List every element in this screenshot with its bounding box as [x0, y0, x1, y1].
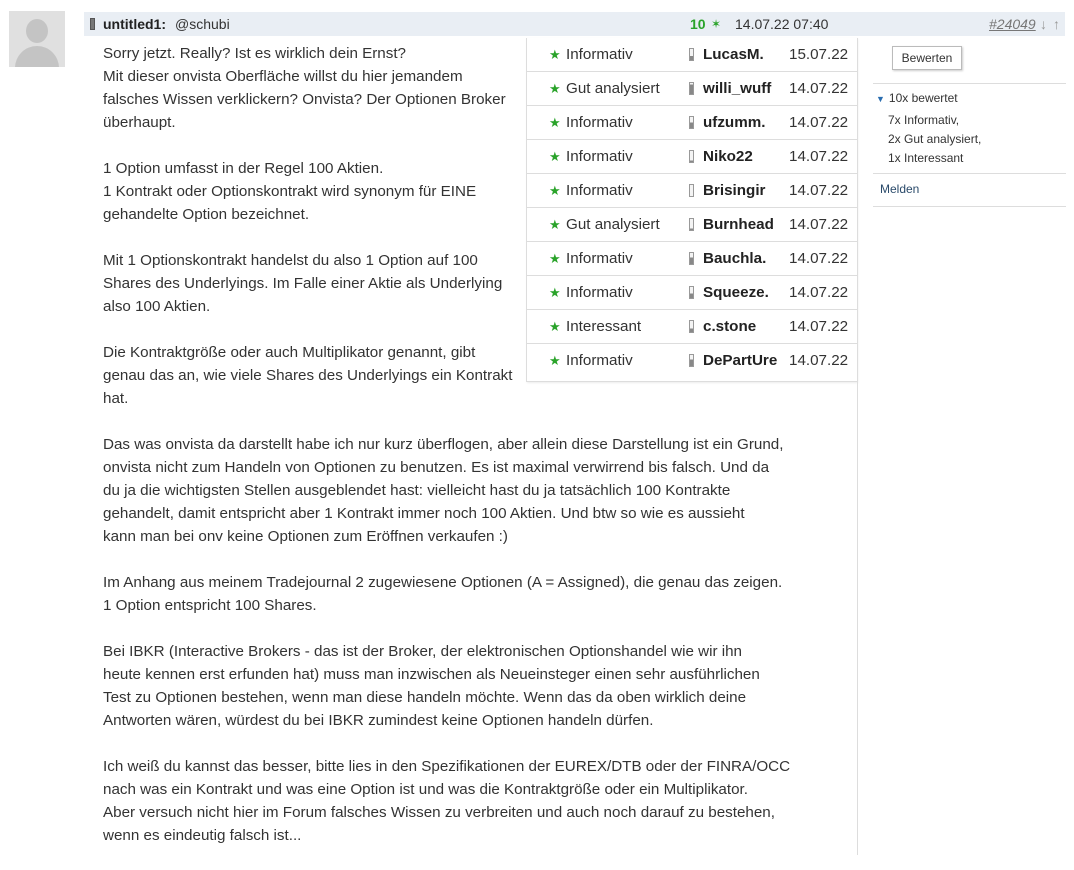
triangle-down-icon: ▼ — [876, 94, 885, 104]
post-score: 10 — [690, 16, 706, 32]
post-paragraph — [103, 249, 523, 318]
post-title: @schubi — [175, 16, 230, 32]
post-paragraph — [103, 571, 813, 617]
post-text-line: 1 Kontrakt oder Optionskontrakt wird synonym für EINE — [103, 183, 477, 200]
rating-details — [888, 111, 981, 168]
score-star-icon: ✶ — [711, 17, 722, 31]
post-username[interactable]: untitled1: — [103, 16, 166, 32]
avatar-body-icon — [15, 46, 59, 67]
rating-type: Gut analysiert — [566, 80, 660, 97]
rating-type: Gut analysiert — [566, 216, 660, 233]
rating-date: 14.07.22 — [789, 114, 849, 131]
green-star-icon: ★ — [549, 183, 561, 198]
post-text-line: Die Kontraktgröße oder auch Multiplikator genannt, gibt — [103, 344, 476, 361]
post-text-line: also 100 Aktien. — [103, 298, 211, 315]
post-text-line: Shares des Underlyings. Im Falle einer Aktie als Underlying — [103, 275, 503, 292]
rating-date: 14.07.22 — [789, 182, 849, 199]
rating-row — [527, 310, 857, 344]
post-text-line: gehandelt, damit entspricht aber 1 Kontrakt immer noch 100 Aktien. Und btw so wie es aussieht — [103, 505, 745, 522]
green-star-icon: ★ — [549, 217, 561, 232]
post-text-line: falsches Wissen verklickern? Onvista? Der Optionen Broker — [103, 91, 506, 108]
rating-row — [527, 140, 857, 174]
green-star-icon: ★ — [549, 115, 561, 130]
rating-type: Informativ — [566, 352, 633, 369]
rating-date: 14.07.22 — [789, 250, 849, 267]
divider — [873, 206, 1066, 207]
rating-type: Informativ — [566, 182, 633, 199]
post-date: 14.07.22 07:40 — [735, 16, 829, 32]
green-star-icon: ★ — [549, 149, 561, 164]
rating-date: 14.07.22 — [789, 284, 849, 301]
user-activity-icon — [689, 150, 694, 163]
rating-type: Informativ — [566, 114, 633, 131]
post-text-line: Test zu Optionen bestehen, wenn man diese handeln möchte. Wenn das da oben wirklich deine — [103, 689, 747, 706]
post-header — [84, 12, 1065, 36]
rating-date: 14.07.22 — [789, 318, 849, 335]
rating-date: 15.07.22 — [789, 46, 849, 63]
rating-user-link[interactable]: willi_wuff — [703, 80, 772, 97]
rating-date: 14.07.22 — [789, 352, 849, 369]
divider — [873, 83, 1066, 84]
user-activity-icon — [689, 116, 694, 129]
rating-user-link[interactable]: LucasM. — [703, 46, 764, 63]
rating-type: Informativ — [566, 250, 633, 267]
post-text-line: Antworten wären, würdest du bei IBKR zumindest keine Optionen handeln dürfen. — [103, 712, 654, 729]
divider — [873, 173, 1066, 174]
post-text-line: Sorry jetzt. Really? Ist es wirklich dein Ernst? — [103, 45, 407, 62]
rating-summary-toggle[interactable] — [876, 91, 958, 105]
post-id-link[interactable]: #24049 — [989, 16, 1036, 32]
rating-date: 14.07.22 — [789, 148, 849, 165]
rating-row — [527, 38, 857, 72]
melden-link[interactable]: Melden — [880, 182, 920, 196]
user-activity-icon — [689, 286, 694, 299]
rating-user-link[interactable]: Niko22 — [703, 148, 753, 165]
rating-user-link[interactable]: Burnhead — [703, 216, 774, 233]
user-activity-icon — [689, 320, 694, 333]
rating-row — [527, 276, 857, 310]
avatar-head-icon — [26, 19, 48, 43]
rating-user-link[interactable]: Squeeze. — [703, 284, 769, 301]
rating-type: Informativ — [566, 46, 633, 63]
post-text-line: Mit dieser onvista Oberfläche willst du hier jemandem — [103, 68, 463, 85]
rating-user-link[interactable]: c.stone — [703, 318, 757, 335]
rating-detail-line: 7x Informativ, — [888, 113, 960, 127]
post-text-line: Bei IBKR (Interactive Brokers - das ist der Broker, der elektronischen Optionshandel wie wir ihn — [103, 643, 743, 660]
arrow-up-icon[interactable]: ↑ — [1053, 16, 1060, 32]
post-text-line: du ja die wichtigsten Stellen ausgeblendet hast: vielleicht hast du ja tatsächlich 100 Kontrakte — [103, 482, 731, 499]
post-text-line: nach was ein Kontrakt und was eine Option ist und was die Kontraktgröße oder ein Multiplikator. — [103, 781, 748, 798]
post-text-line: hat. — [103, 390, 129, 407]
post-paragraph — [103, 157, 523, 226]
post-text-line: Ich weiß du kannst das besser, bitte lies in den Spezifikationen der EUREX/DTB oder der FINRA/OCC — [103, 758, 791, 775]
rating-type: Interessant — [566, 318, 642, 335]
post-text-line: Mit 1 Optionskontrakt handelst du also 1 Option auf 100 — [103, 252, 478, 269]
arrow-down-icon[interactable]: ↓ — [1040, 16, 1047, 32]
rating-user-link[interactable]: Brisingir — [703, 182, 766, 199]
post-text-line: gehandelte Option bezeichnet. — [103, 206, 310, 223]
post-paragraph — [103, 755, 813, 847]
post-text-line: wenn es eindeutig falsch ist... — [103, 827, 302, 844]
rating-detail-line: 1x Interessant — [888, 151, 964, 165]
rating-date: 14.07.22 — [789, 80, 849, 97]
green-star-icon: ★ — [549, 319, 561, 334]
green-star-icon: ★ — [549, 285, 561, 300]
rating-row — [527, 344, 857, 377]
post-paragraph — [103, 42, 523, 134]
green-star-icon: ★ — [549, 251, 561, 266]
rating-row — [527, 174, 857, 208]
green-star-icon: ★ — [549, 353, 561, 368]
rating-type: Informativ — [566, 284, 633, 301]
rating-user-link[interactable]: ufzumm. — [703, 114, 766, 131]
green-star-icon: ★ — [549, 47, 561, 62]
post-text-line: 1 Option entspricht 100 Shares. — [103, 597, 317, 614]
rating-summary-label: 10x bewertet — [888, 91, 958, 105]
bewerten-button[interactable]: Bewerten — [892, 46, 962, 70]
user-activity-icon — [689, 218, 694, 231]
post-paragraph — [103, 640, 813, 732]
rating-row — [527, 106, 857, 140]
post-text-line: überhaupt. — [103, 114, 176, 131]
rating-user-link[interactable]: DePartUre — [703, 352, 778, 369]
post-text-line: 1 Option umfasst in der Regel 100 Aktien. — [103, 160, 384, 177]
user-activity-icon — [689, 184, 694, 197]
post-text-line: Das was onvista da darstellt habe ich nur kurz überflogen, aber allein diese Darstellung ist ein Grund, — [103, 436, 784, 453]
post-text-line: kann man bei onv keine Optionen zum Eröffnen verkaufen :) — [103, 528, 508, 545]
post-text-line: heute kennen erst erfunden hat) muss man inzwischen als Neueinsteger einen sehr ausführlichen — [103, 666, 760, 683]
rating-row — [527, 72, 857, 106]
post-paragraph — [103, 341, 523, 410]
rating-detail-line: 2x Gut analysiert, — [888, 132, 982, 146]
post-text-line: genau das an, wie viele Shares des Underlyings ein Kontrakt — [103, 367, 513, 384]
ratings-popup — [526, 38, 857, 382]
green-star-icon: ★ — [549, 81, 561, 96]
rating-date: 14.07.22 — [789, 216, 849, 233]
rating-user-link[interactable]: Bauchla. — [703, 250, 767, 267]
user-activity-icon — [689, 252, 694, 265]
rating-row — [527, 242, 857, 276]
post-text-line: Aber versuch nicht hier im Forum falsches Wissen zu verbreiten und auch noch darauf zu bestehen, — [103, 804, 775, 821]
user-activity-icon — [689, 354, 694, 367]
post-text-line: Im Anhang aus meinem Tradejournal 2 zugewiesene Optionen (A = Assigned), die genau das zeigen. — [103, 574, 783, 591]
rating-row — [527, 208, 857, 242]
user-activity-icon — [90, 18, 95, 30]
rating-type: Informativ — [566, 148, 633, 165]
user-activity-icon — [689, 48, 694, 61]
post-paragraph — [103, 433, 813, 548]
post-text-line: onvista nicht zum Handeln von Optionen zu benutzen. Es ist maximal verwirrend bis falsch. Und da — [103, 459, 770, 476]
sidebar — [857, 38, 1074, 855]
avatar[interactable] — [9, 11, 65, 67]
user-activity-icon — [689, 82, 694, 95]
